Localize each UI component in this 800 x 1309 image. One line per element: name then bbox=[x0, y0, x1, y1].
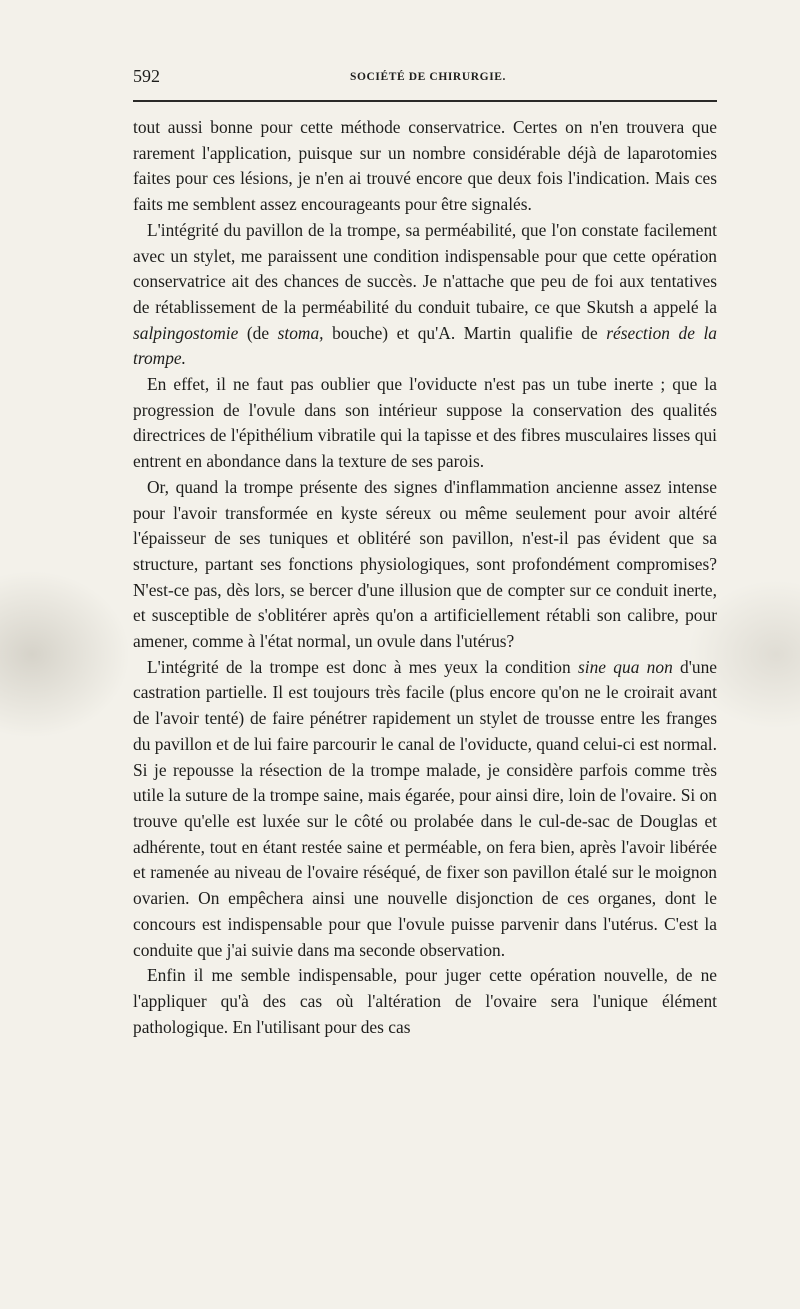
paragraph-text: bouche) et qu'A. Martin qualifie de bbox=[323, 322, 607, 343]
paragraph-text: d'une castration partielle. Il est toujours très facile (plus encore qu'on ne le croirait avant de l'avoir tenté) de faire pénétrer rapidement un stylet de trousse entre les franges du pavillon et de lui faire parcourir le canal de l'oviducte, quand celui-ci est normal. Si je repousse la résection de la trompe malade, je considère parfois comme très utile la suture de la trompe saine, mais égarée, pour ainsi dire, loin de l'ovaire. Si on trouve qu'elle est luxée sur le côté ou prolabée dans le cul-de-sac de Douglas et adhérente, tout en étant restée saine et perméable, on fera bien, après l'avoir libérée et ramenée au niveau de l'ovaire réséqué, de fixer son pavillon étalé sur le moignon ovarien. On empêchera ainsi une nouvelle disjonction de ces organes, dont le concours est indispensable pour que l'ovule puisse parvenir dans l'utérus. C'est la conduite que j'ai suivie dans ma seconde observation. bbox=[133, 656, 717, 960]
paragraph-text: tout aussi bonne pour cette méthode conservatrice. Certes on n'en trouvera que rarement l'application, puisque sur un nombre considérable déjà de laparotomies faites pour ces lésions, je n'en ai trouvé encore que deux fois l'indication. Mais ces faits me semblent assez encourageants pour être signalés. bbox=[133, 117, 717, 215]
italic-term-sine-qua-non: sine qua non bbox=[578, 656, 673, 677]
paragraph-3 bbox=[133, 372, 717, 475]
page-header bbox=[133, 66, 717, 90]
paragraph-2 bbox=[133, 218, 717, 372]
paragraph-text: En effet, il ne faut pas oublier que l'oviducte n'est pas un tube inerte ; que la progression de l'ovule dans son intérieur suppose la conservation des qualités directrices de l'épithélium vibratile qui la tapisse et des fibres musculaires lisses qui entrent en abondance dans la texture de ses parois. bbox=[133, 374, 717, 472]
paragraph-text: Enfin il me semble indispensable, pour juger cette opération nouvelle, de ne l'appliquer qu'à des cas où l'altération de l'ovaire sera l'unique élément pathologique. En l'utilisant pour des cas bbox=[133, 965, 717, 1037]
paragraph-1 bbox=[133, 115, 717, 218]
italic-term-salpingostomie: salpingostomie bbox=[133, 322, 239, 343]
paragraph-text: L'intégrité du pavillon de la trompe, sa perméabilité, que l'on constate facilement avec un stylet, me paraissent une condition indispensable pour que cette opération conservatrice ait des chances de succès. Je n'attache que peu de foi aux tentatives de rétablissement de la perméabilité du conduit tubaire, ce que Skutsh a appelé la bbox=[133, 219, 717, 317]
paragraph-text: (de bbox=[238, 322, 278, 343]
paragraph-text: Or, quand la trompe présente des signes d'inflammation ancienne assez intense pour l'avoir transformée en kyste séreux ou même seulement pour avoir altéré l'épaisseur de ses tuniques et oblitéré son pavillon, n'est-il pas évident que sa structure, partant ses fonctions physiologiques, sont profondément compromises? N'est-ce pas, dès lors, se bercer d'une illusion que de compter sur ce conduit inerte, et susceptible de s'oblitérer après qu'on a artificiellement rétabli son calibre, pour amener, comme à l'état normal, un ovule dans l'utérus? bbox=[133, 476, 717, 652]
italic-term-stoma: stoma, bbox=[277, 322, 324, 343]
paragraph-4 bbox=[133, 475, 717, 655]
paragraph-text: L'intégrité de la trompe est donc à mes yeux la condition bbox=[147, 656, 578, 677]
page-number: 592 bbox=[133, 66, 160, 86]
running-title: SOCIÉTÉ DE CHIRURGIE. bbox=[349, 71, 507, 83]
body-text bbox=[133, 115, 717, 1040]
paragraph-6 bbox=[133, 963, 717, 1040]
paragraph-5 bbox=[133, 655, 717, 963]
italic-term-resection: résection de la trompe. bbox=[133, 322, 717, 369]
header-rule bbox=[133, 100, 717, 102]
